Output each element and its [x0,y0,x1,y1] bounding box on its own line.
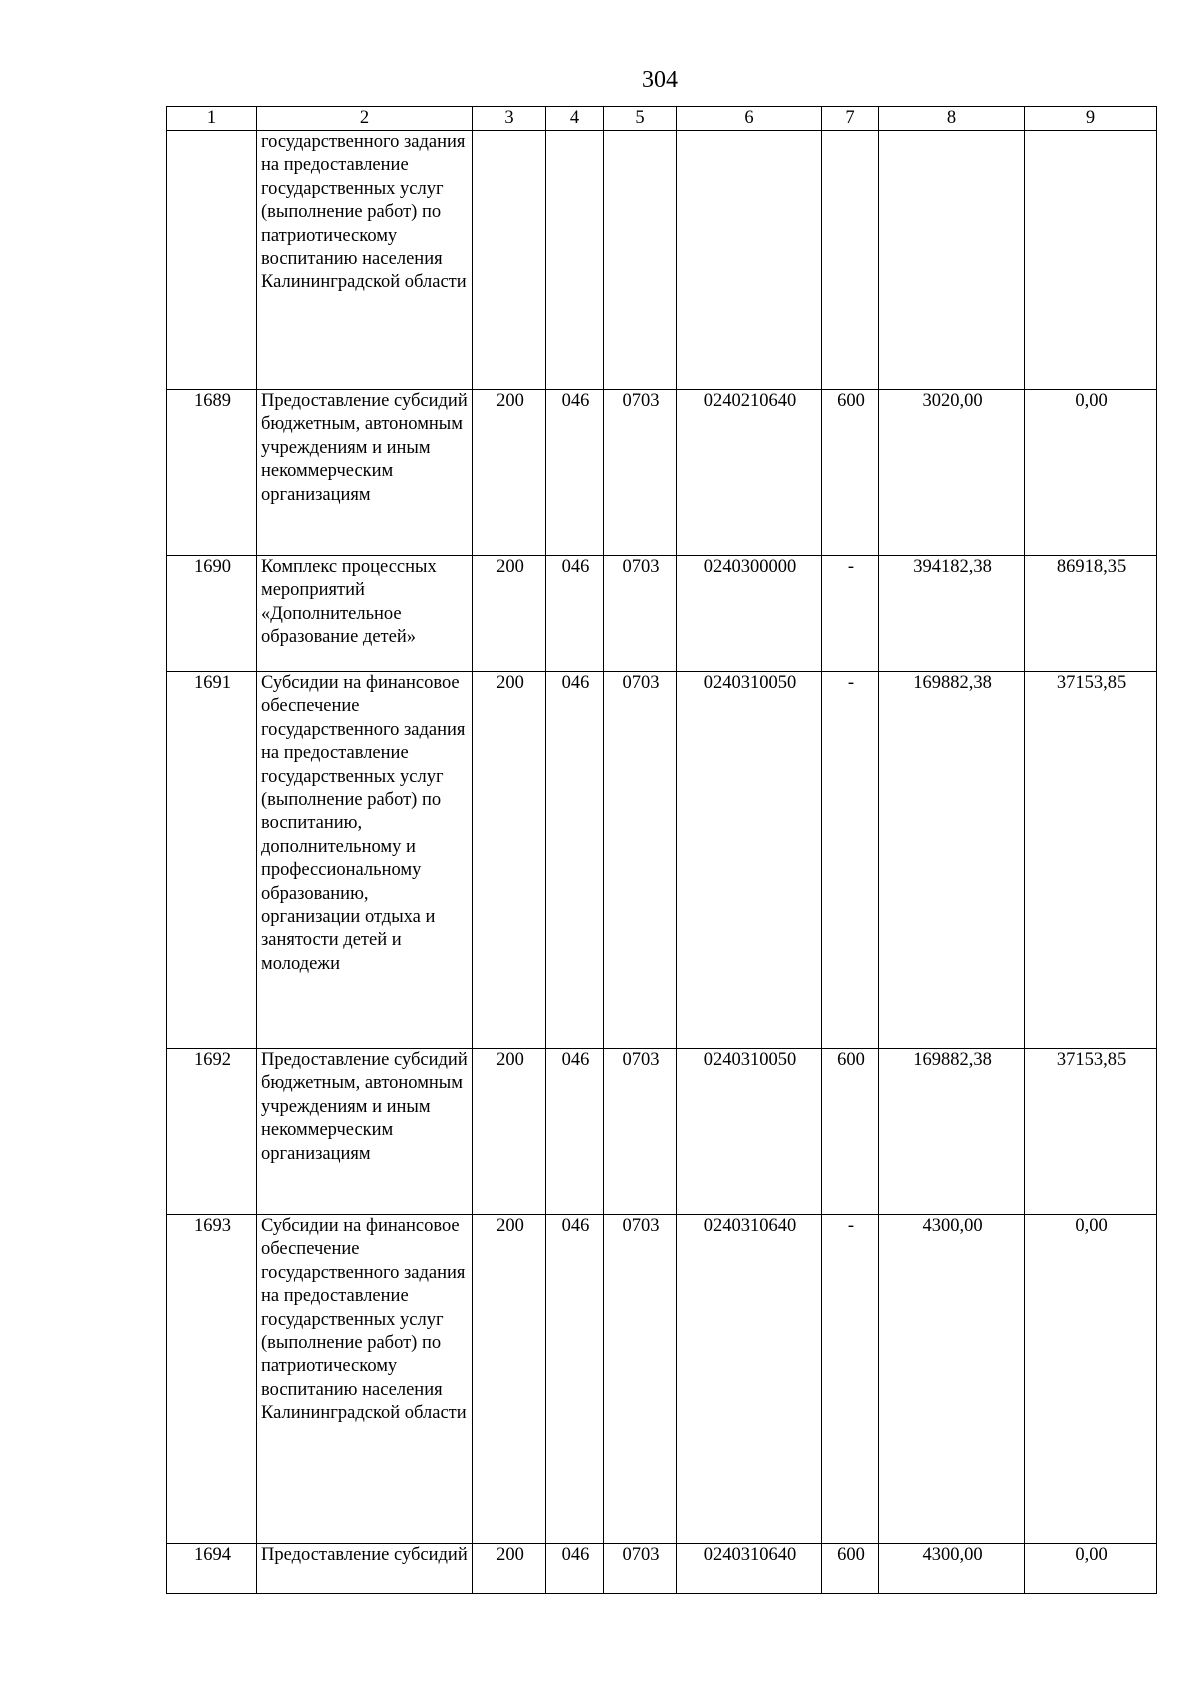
cell-col3: 200 [473,390,546,556]
cell-col6: 0240300000 [677,556,822,672]
cell-col4 [546,131,604,390]
row-number [167,131,257,390]
column-header: 8 [879,107,1025,131]
column-header: 7 [822,107,879,131]
cell-col4: 046 [546,1544,604,1594]
cell-col6: 0240310050 [677,672,822,1049]
cell-col5: 0703 [604,1215,677,1544]
cell-col5 [604,131,677,390]
cell-col5: 0703 [604,556,677,672]
cell-col9: 0,00 [1025,390,1157,556]
row-name: Предоставление субсидий бюджетным, автономным учреждениям и иным некоммерческим организациям [257,1049,473,1215]
column-header: 4 [546,107,604,131]
cell-col4: 046 [546,390,604,556]
row-number: 1692 [167,1049,257,1215]
cell-col5: 0703 [604,1544,677,1594]
cell-col6: 0240310640 [677,1544,822,1594]
cell-col7: 600 [822,1544,879,1594]
row-number: 1694 [167,1544,257,1594]
cell-col6: 0240310640 [677,1215,822,1544]
table-row [167,131,1157,390]
cell-col3: 200 [473,556,546,672]
cell-col7: - [822,1215,879,1544]
cell-col6: 0240210640 [677,390,822,556]
column-header: 5 [604,107,677,131]
cell-col9 [1025,131,1157,390]
row-name: государственного задания на предоставление государственных услуг (выполнение работ) по патриотическому воспитанию населения Калининградской области [257,131,473,390]
cell-col7 [822,131,879,390]
cell-col4: 046 [546,1049,604,1215]
cell-col9: 0,00 [1025,1544,1157,1594]
cell-col8: 394182,38 [879,556,1025,672]
cell-col5: 0703 [604,1049,677,1215]
cell-col3: 200 [473,1049,546,1215]
cell-col4: 046 [546,556,604,672]
cell-col3 [473,131,546,390]
row-name: Субсидии на финансовое обеспечение государственного задания на предоставление государственных услуг (выполнение работ) по воспитанию, дополнительному и профессиональному образованию, организации отдыха и занятости детей и молодежи [257,672,473,1049]
cell-col3: 200 [473,1215,546,1544]
table-row [167,556,1157,672]
column-header: 6 [677,107,822,131]
cell-col9: 0,00 [1025,1215,1157,1544]
cell-col3: 200 [473,1544,546,1594]
row-number: 1693 [167,1215,257,1544]
cell-col9: 86918,35 [1025,556,1157,672]
column-header: 9 [1025,107,1157,131]
cell-col8 [879,131,1025,390]
row-name: Предоставление субсидий бюджетным, автономным учреждениям и иным некоммерческим организациям [257,390,473,556]
cell-col7: - [822,556,879,672]
cell-col8: 3020,00 [879,390,1025,556]
cell-col7: - [822,672,879,1049]
cell-col7: 600 [822,1049,879,1215]
cell-col8: 169882,38 [879,672,1025,1049]
table-row [167,1049,1157,1215]
row-number: 1689 [167,390,257,556]
row-number: 1691 [167,672,257,1049]
page-number: 304 [642,67,678,93]
budget-table [166,106,1157,1594]
row-name: Субсидии на финансовое обеспечение государственного задания на предоставление государственных услуг (выполнение работ) по патриотическому воспитанию населения Калининградской области [257,1215,473,1544]
column-number-header [167,107,1157,131]
cell-col9: 37153,85 [1025,1049,1157,1215]
cell-col8: 4300,00 [879,1215,1025,1544]
table-row [167,390,1157,556]
cell-col6 [677,131,822,390]
cell-col5: 0703 [604,390,677,556]
cell-col8: 169882,38 [879,1049,1025,1215]
table-row [167,1215,1157,1544]
cell-col3: 200 [473,672,546,1049]
row-name: Предоставление субсидий [257,1544,473,1594]
cell-col4: 046 [546,672,604,1049]
column-header: 3 [473,107,546,131]
cell-col8: 4300,00 [879,1544,1025,1594]
column-header: 1 [167,107,257,131]
row-name: Комплекс процессных мероприятий «Дополнительное образование детей» [257,556,473,672]
table-row [167,672,1157,1049]
cell-col7: 600 [822,390,879,556]
table-row [167,1544,1157,1594]
cell-col9: 37153,85 [1025,672,1157,1049]
row-number: 1690 [167,556,257,672]
cell-col4: 046 [546,1215,604,1544]
column-header: 2 [257,107,473,131]
cell-col6: 0240310050 [677,1049,822,1215]
cell-col5: 0703 [604,672,677,1049]
